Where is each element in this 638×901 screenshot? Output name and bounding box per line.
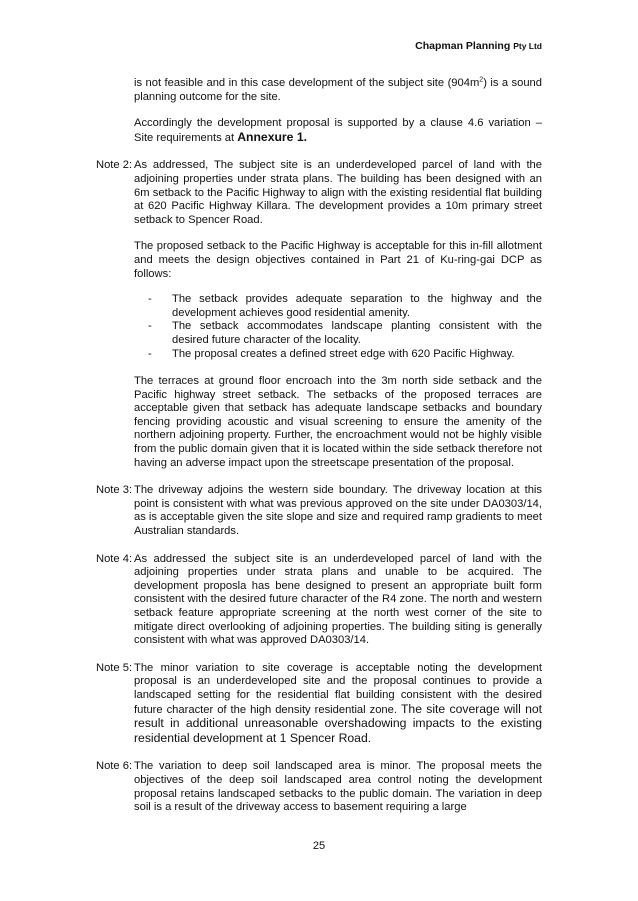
company-name: Chapman Planning (415, 40, 511, 52)
note-4-label: Note 4: (96, 552, 133, 565)
document-body (96, 77, 542, 815)
note-4-text: As addressed the subject site is an underdeveloped parcel of land with the adjoining properties under strata plans and unable to be acquired. The development proposla has bene designed to present an appropriate built form consistent with the desired future character of the R4 zone. The north and western setback feature appropriate screening at the north west corner of the site to mitigate direct overlooking of adjoining properties. The building siting is generally consistent with what was approved DA0303/14. (134, 552, 542, 647)
note-3-text: The driveway adjoins the western side boundary. The driveway location at this point is consistent with what was previous approved on the site under DA0303/14, as is acceptable given the site slope and size and required ramp gradients to meet Australian standards. (134, 484, 542, 538)
note-2-label: Note 2: (96, 159, 133, 172)
note-6-text: The variation to deep soil landscaped area is minor. The proposal meets the objectives of the deep soil landscaped area control noting the development proposal retains landscaped setbacks to the public domain. The variation in deep soil is a result of the driveway access to basement requiring a large (134, 760, 542, 814)
note-2-paragraph-1: As addressed, The subject site is an underdeveloped parcel of land with the adjoining properties under strata plans. The building has been designed with an 6m setback to the Pacific Highway to align with the existing residential flat building at 620 Pacific Highway Killara. The development provides a 10m primary street setback to Spencer Road. (134, 159, 542, 226)
page-header (415, 40, 542, 54)
note-5-emphasis: The site coverage will not result in additional unreasonable overshadowing impacts to the existing residential development at 1 Spencer Road. (134, 701, 543, 745)
list-item: - The setback accommodates landscape planting consistent with the desired future character of the locality. (148, 320, 542, 346)
note-4 (96, 553, 542, 648)
note-6-label: Note 6: (96, 760, 133, 773)
note-6 (96, 760, 542, 814)
page-number: 25 (312, 840, 326, 852)
note-3-label: Note 3: (96, 484, 133, 497)
note-3 (96, 484, 542, 538)
list-item: - The proposal creates a defined street edge with 620 Pacific Highway. (148, 347, 515, 360)
note-5-text: The minor variation to site coverage is acceptable noting the development proposal is an underdeveloped site and the proposal continues to provide a landscaped setting for the residential flat building consistent with the desired future character of the high density residential zone. The site coverage will not result in additional unreasonable overshadowing impacts to the existing residential development at 1 Spencer Road. (134, 661, 543, 745)
list-item: - The setback provides adequate separation to the highway and the development achieves good residential amenity. (148, 293, 542, 319)
intro-paragraph-2: Accordingly the development proposal is supported by a clause 4.6 variation – Site requirements at Annexure 1. (134, 117, 542, 144)
annexure-reference: Annexure 1. (237, 129, 307, 144)
intro-paragraph-1: is not feasible and in this case development of the subject site $(904m^2)$ is a sound planning outcome for the site. (134, 76, 542, 103)
note-2-paragraph-2: The proposed setback to the Pacific Highway is acceptable for this in-fill allotment and meets the design objectives contained in Part 21 of Ku-ring-gai DCP as follows: (134, 240, 542, 280)
note-5 (96, 662, 542, 747)
note-5-label: Note 5: (96, 661, 133, 674)
company-suffix: Pty Ltd (513, 41, 542, 51)
note-2-paragraph-3: The terraces at ground floor encroach into the 3m north side setback and the Pacific highway street setback. The setbacks of the proposed terraces are acceptable given that setback has adequate landscape setbacks and boundary fencing providing acoustic and visual screening to ensure the amenity of the northern adjoining property. Further, the encroachment would not be highly visible from the public domain given that it is located within the side setback therefore not having an adverse impact upon the streetscape presentation of the proposal. (134, 375, 542, 469)
note-2 (96, 159, 542, 227)
note-2-bullet-list (96, 293, 542, 361)
